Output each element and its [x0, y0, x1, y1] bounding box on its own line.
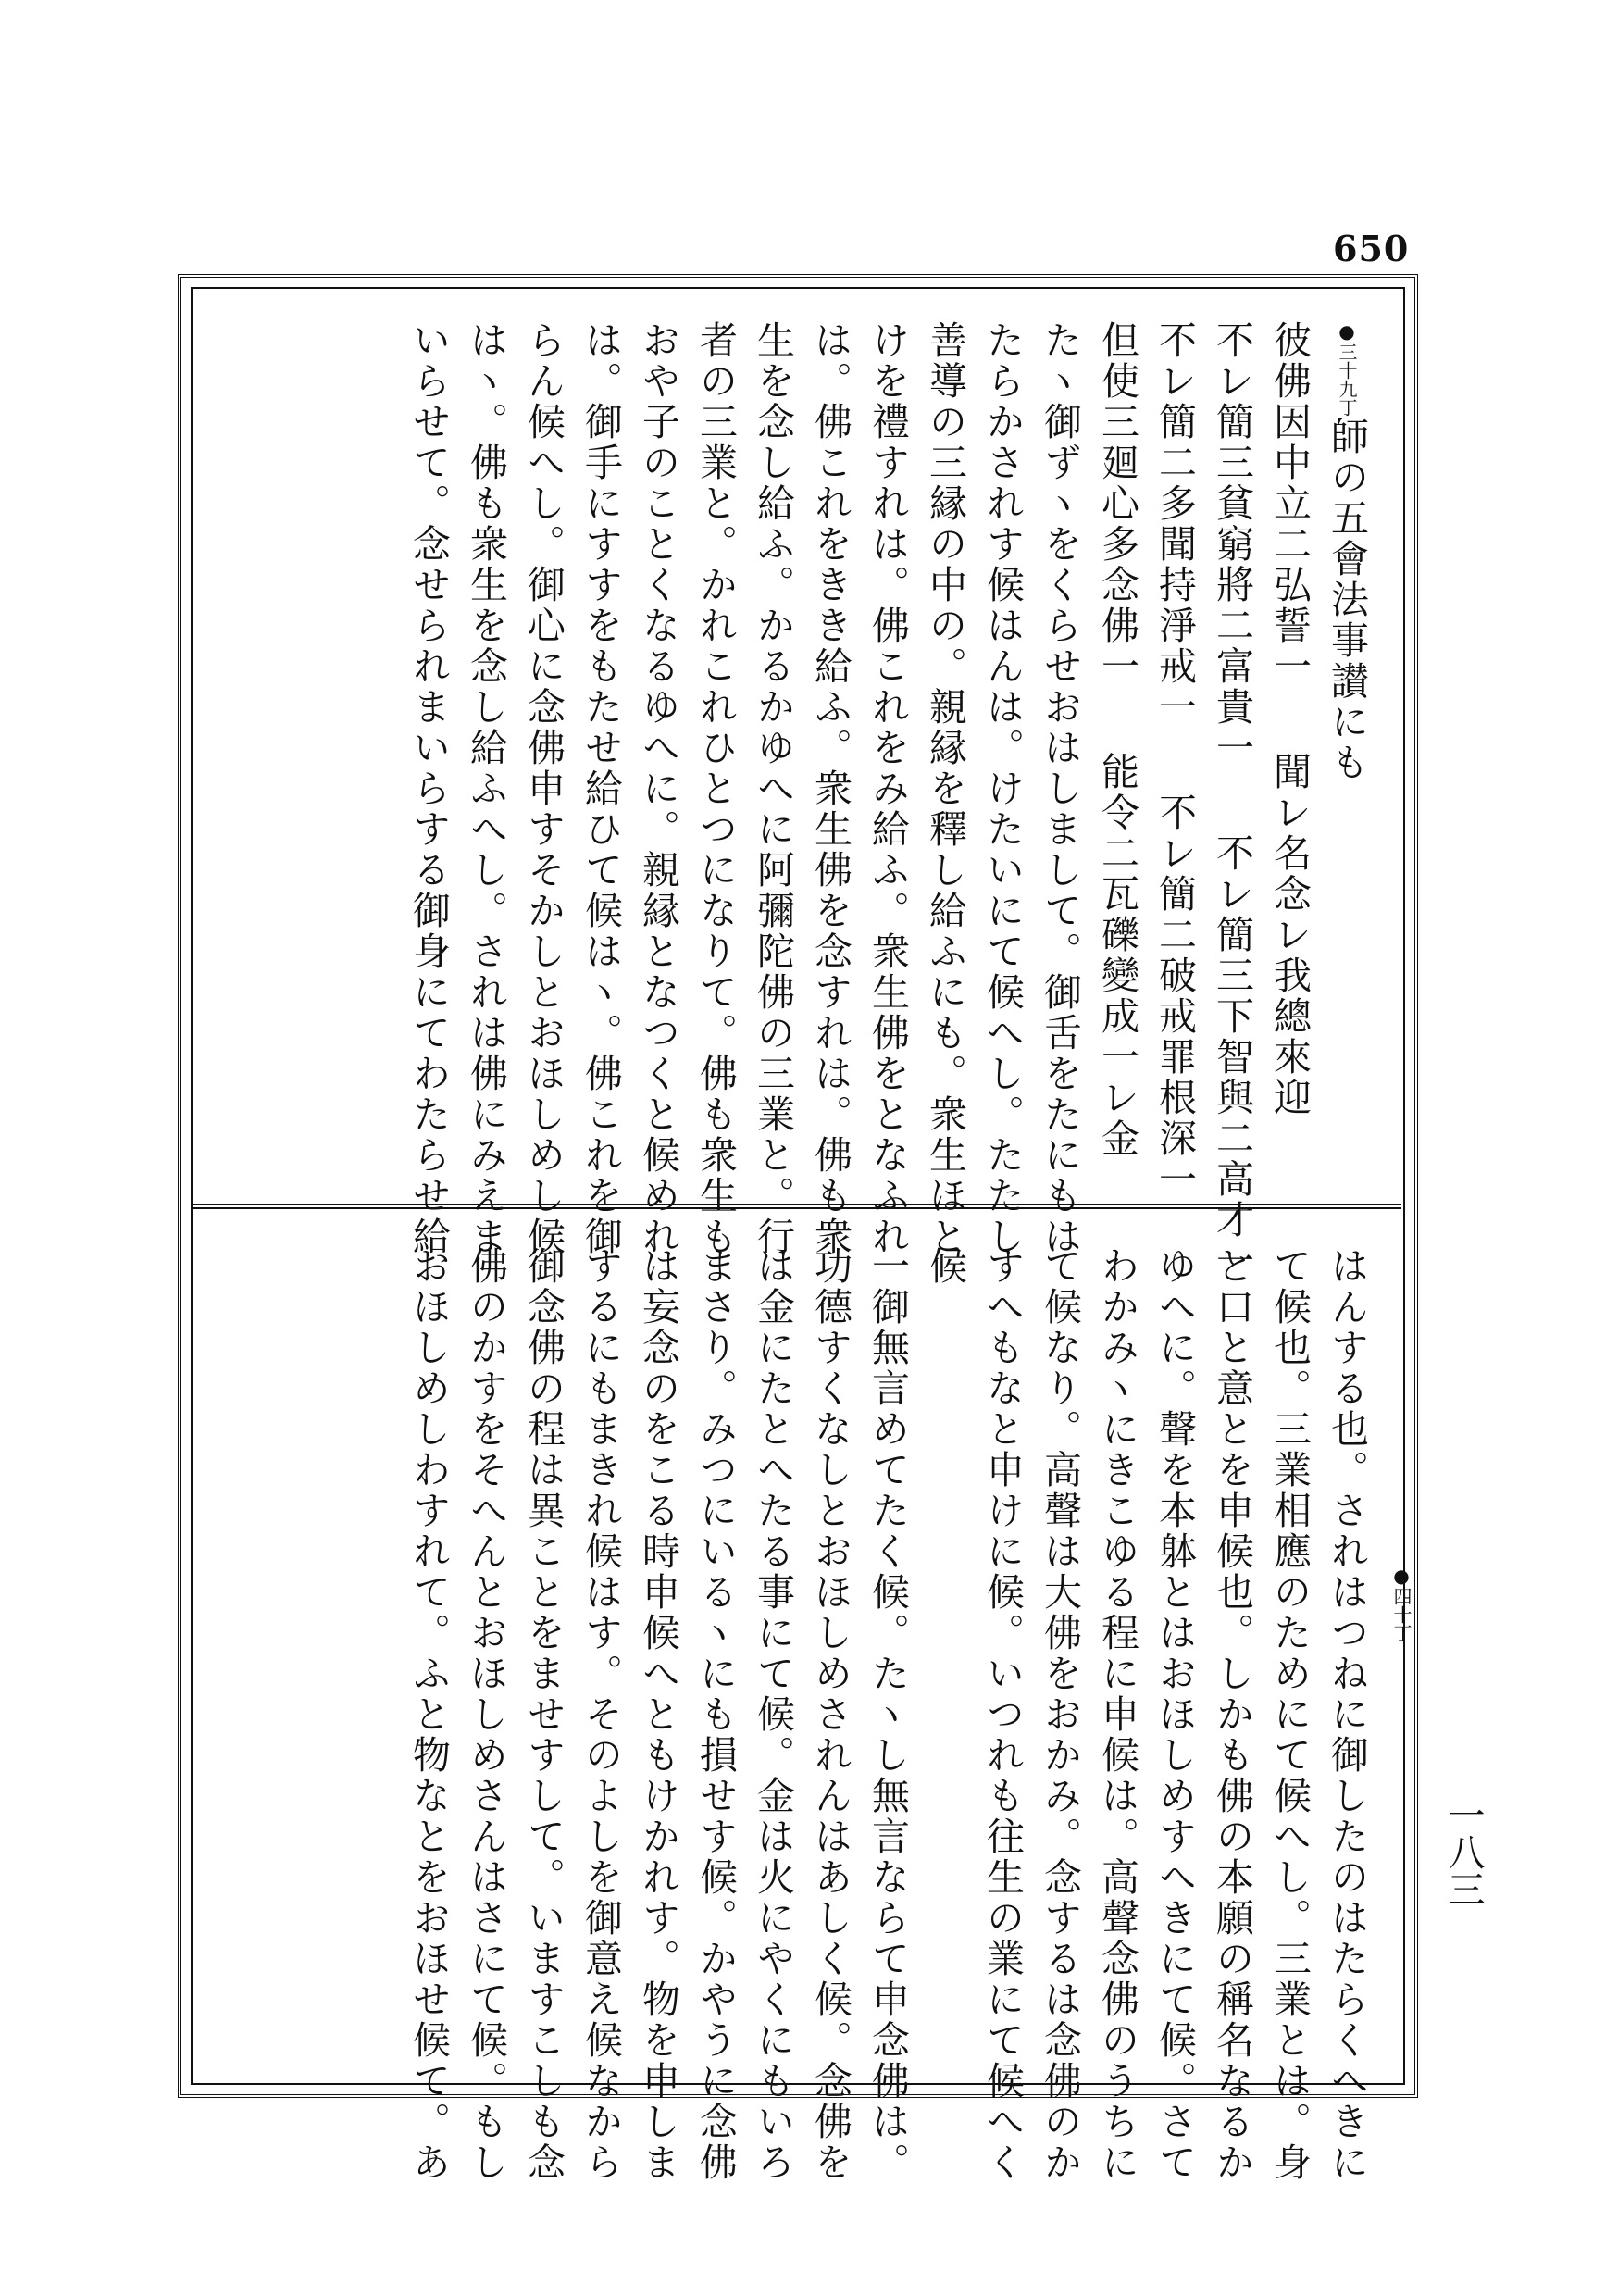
horizontal-divider	[193, 1204, 1401, 1209]
text-line: おほしめしわすれて。ふと物なとをおほせ候て。あ	[406, 1246, 451, 2183]
verse-phrase-a: 不レ簡二多聞持淨戒一	[1152, 320, 1197, 728]
upper-text-block	[248, 320, 1375, 1281]
text-line: すへもなと申けに候。いつれも往生の業にて候へく	[980, 1246, 1025, 2183]
page-frame-inner	[191, 287, 1405, 2183]
verse-line	[1146, 320, 1203, 1200]
text-line: おや子のことくなるゆへに。親縁となつくと候めれ	[636, 320, 680, 1257]
side-page-number: 一八三	[1442, 1796, 1485, 1907]
verse-line	[1261, 320, 1318, 1200]
verse-phrase-b: 能令二瓦礫變成一レ金	[1095, 752, 1139, 1159]
text-line: するにもまきれ候はす。そのよしを御意え候なから	[579, 1246, 623, 2183]
text-line: 善導の三縁の中の。親縁を釋し給ふにも。衆生ほと	[923, 320, 967, 1257]
text-line: 佛のかすをそへんとおほしめさんはさにて候。もし	[464, 1246, 508, 2183]
text-line: けを禮すれは。佛これをみ給ふ。衆生佛をとなふれ	[865, 320, 910, 1257]
text-line: は。御手にすすをもたせ給ひて候はヽ。佛これを御	[579, 320, 623, 1257]
text-line: たらかされす候はんは。けたいにて候へし。たたし	[980, 320, 1025, 1257]
text-line: 御念佛の程は異ことをませすして。いますこしも念	[521, 1246, 566, 2183]
text-line: 者の三業と。かれこれひとつになりて。佛も衆生も	[693, 320, 738, 1257]
folio-note: ●三十九丁	[1336, 320, 1358, 417]
heading-text: 師の五會法事讃にも	[1325, 417, 1369, 783]
text-line: は金にたとへたる事にて候。金は火にやくにもいろ	[751, 1246, 795, 2183]
text-line: ゆへに。聲を本躰とはおほしめすへきにて候。さて	[1152, 1246, 1197, 2183]
text-line: はんする也。されはつねに御したのはたらくへきに	[1325, 1246, 1369, 2183]
verse-phrase-b: 聞レ名念レ我總來迎	[1267, 752, 1312, 1118]
page-frame	[178, 274, 1418, 2183]
text-line: まさり。みつにいるヽにも損せす候。かやうに念佛	[693, 1246, 738, 2183]
text-line: わかみヽにきこゆる程に申候は。高聲念佛のうちに	[1095, 1246, 1139, 2183]
text-line: 功德すくなしとおほしめされんはあしく候。念佛を	[808, 1246, 853, 2183]
text-line: たヽ御ずヽをくらせおはしまして。御舌をたにもは	[1038, 320, 1082, 1257]
verse-phrase-b: 不レ簡二破戒罪根深一	[1152, 792, 1197, 1200]
heading-line	[1318, 320, 1375, 1200]
lower-text-block	[248, 1246, 1375, 2183]
page-number: 650	[1333, 228, 1410, 269]
text-line: 候	[923, 1246, 967, 1287]
verse-phrase-a: 彼佛因中立二弘誓一	[1267, 320, 1312, 687]
text-line: て候なり。高聲は大佛をおかみ。念するは念佛のか	[1038, 1246, 1082, 2183]
text-line: て候也。三業相應のためにて候へし。三業とは。身	[1267, 1246, 1312, 2183]
text-line: 一御無言めてたく候。たヽし無言ならて申念佛は。	[865, 1246, 910, 2183]
verse-phrase-b: 不レ簡三下智與二高才一	[1210, 833, 1254, 1281]
text-line: 生を念し給ふ。かるかゆへに阿彌陀佛の三業と。行	[751, 320, 795, 1257]
text-line: はヽ。佛も衆生を念し給ふへし。されは佛にみえま	[464, 320, 508, 1257]
text-line: らん候へし。御心に念佛申すそかしとおほしめし候	[521, 320, 566, 1257]
text-line: と口と意とを申候也。しかも佛の本願の稱名なるか	[1210, 1246, 1254, 2183]
text-line: は。佛これをきき給ふ。衆生佛を念すれは。佛も衆	[808, 320, 853, 1257]
text-line: いらせて。念せられまいらする御身にてわたらせ給	[406, 320, 451, 1257]
verse-phrase-a: 不レ簡三貧窮將二富貴一	[1210, 320, 1254, 768]
folio-note-lower: ●四十丁	[1390, 1565, 1413, 1642]
text-line: は妄念のをこる時申候へともけかれす。物を申しま	[636, 1246, 680, 2183]
verse-line	[1203, 320, 1261, 1281]
verse-line	[1089, 320, 1146, 1200]
verse-phrase-a: 但使三廻心多念佛一	[1095, 320, 1139, 687]
